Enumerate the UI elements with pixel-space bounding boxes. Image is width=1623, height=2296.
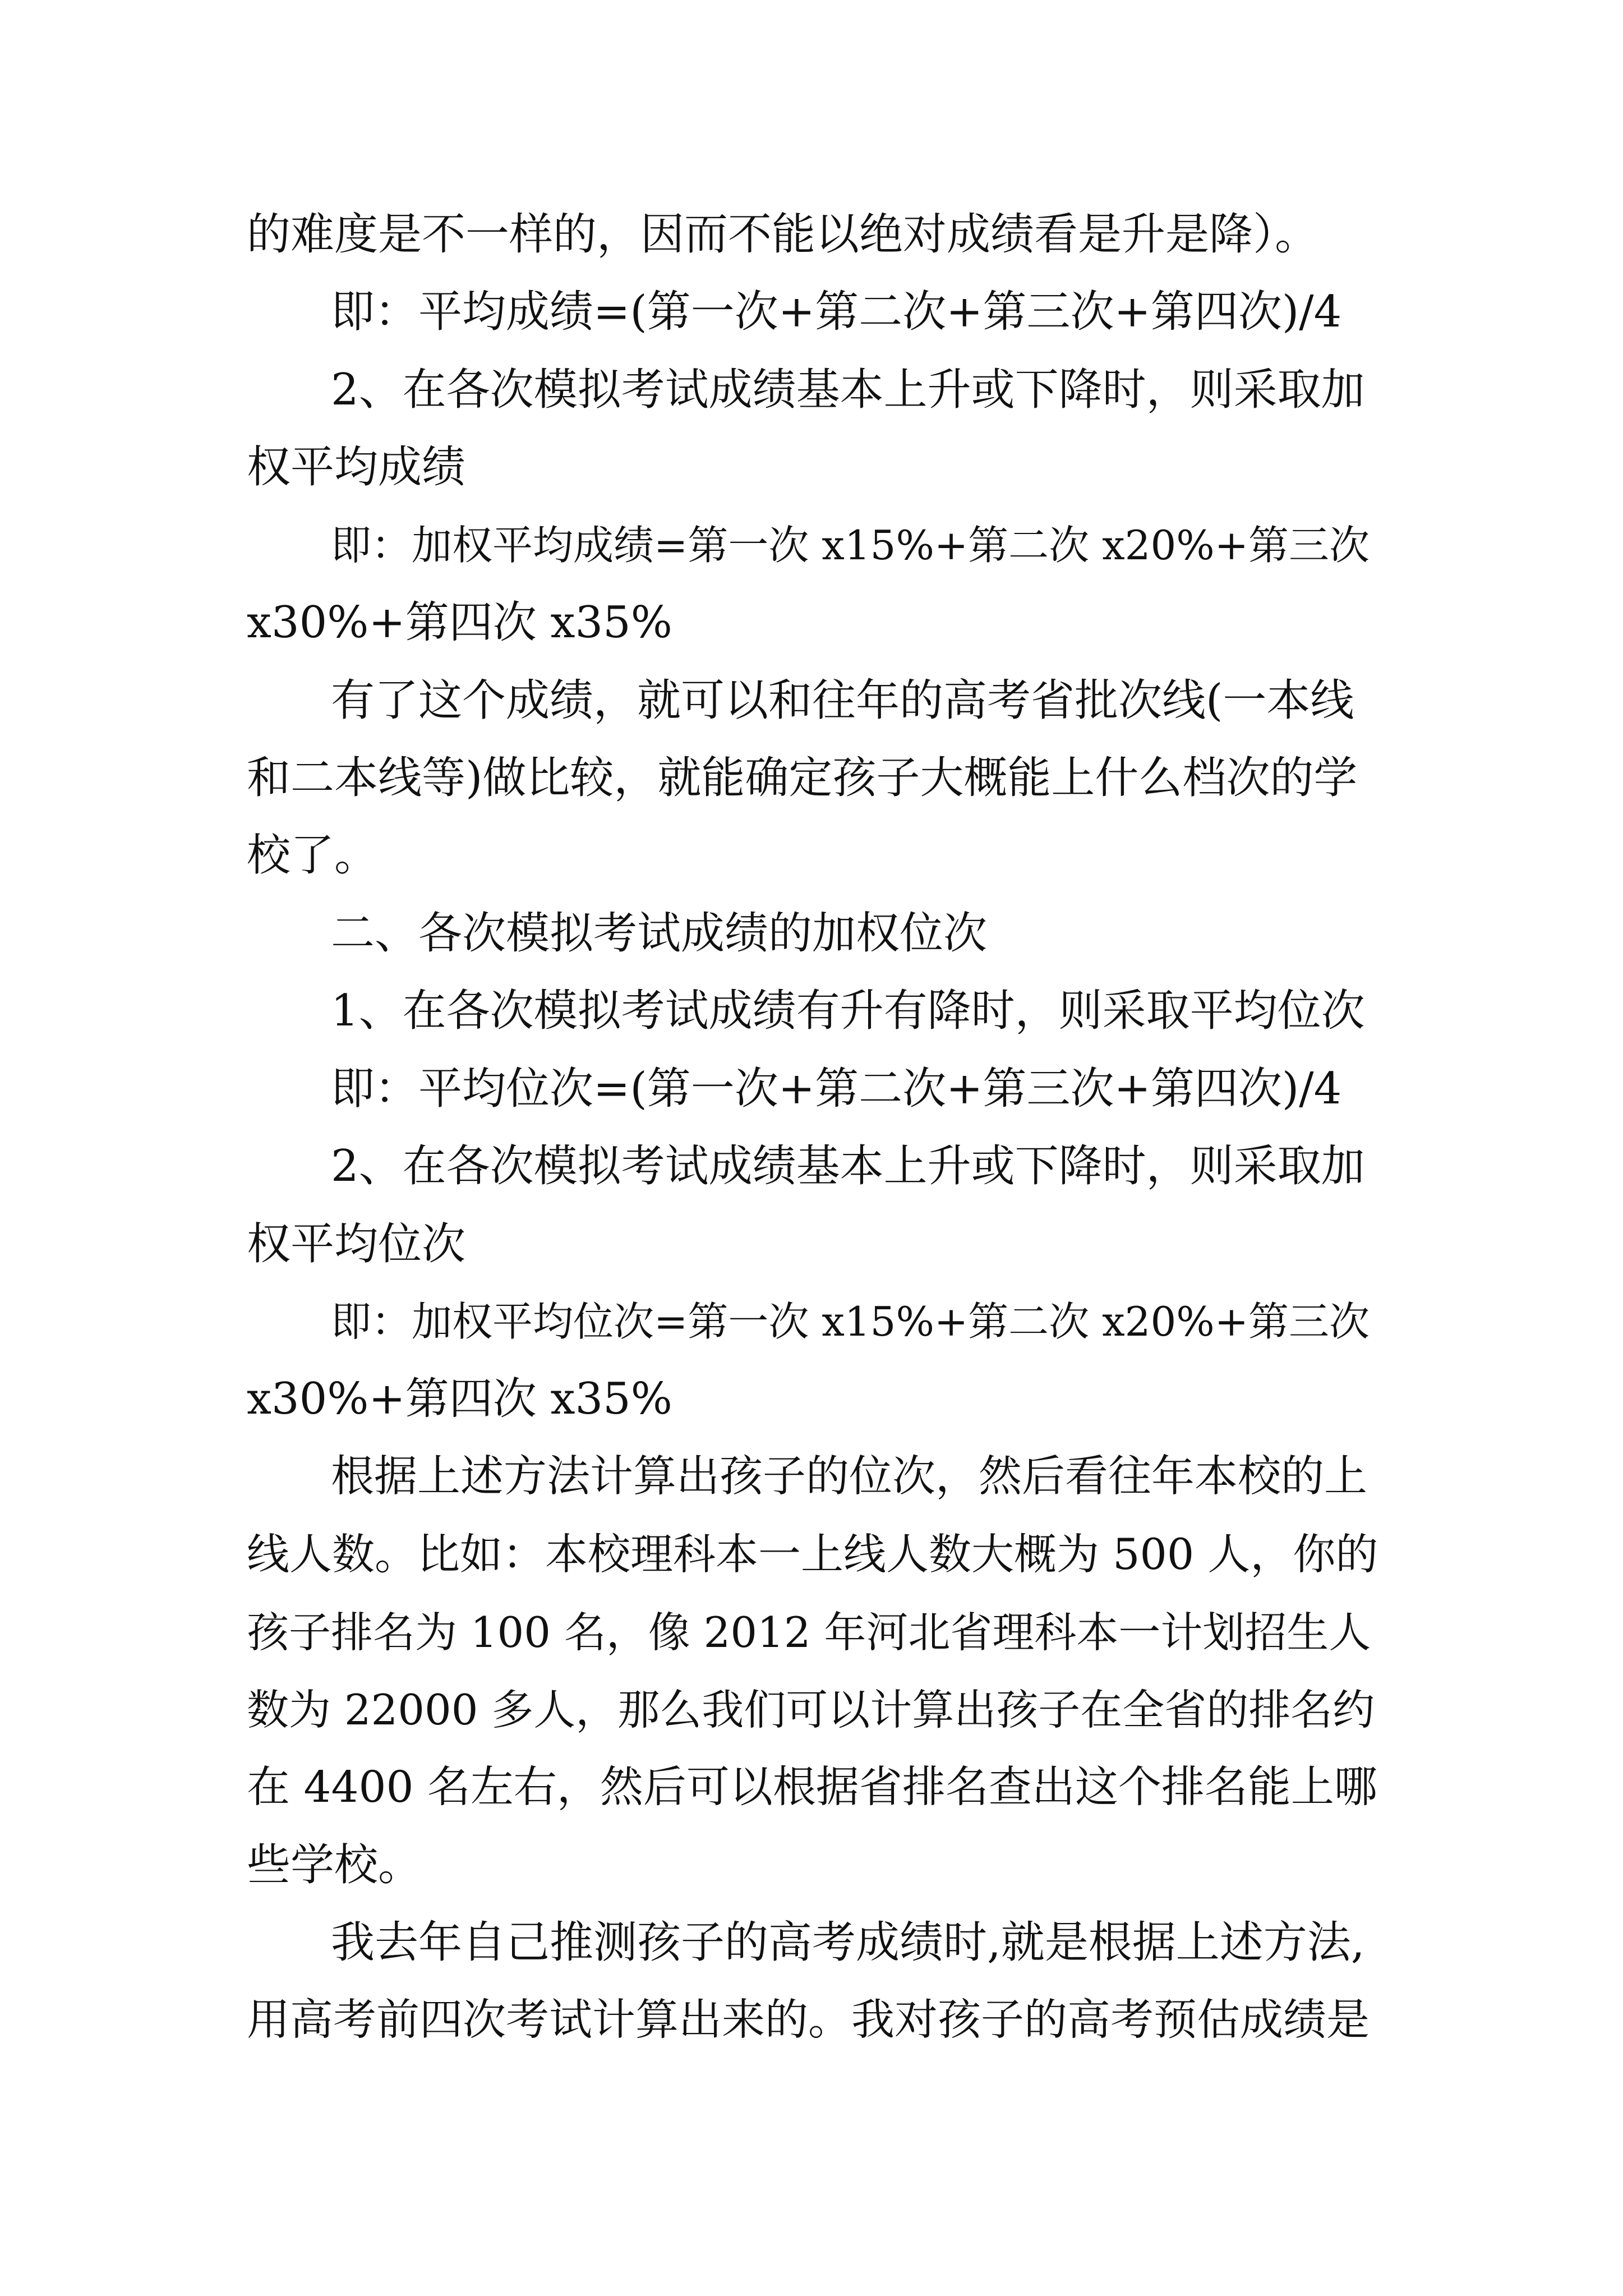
text-line-16: x30%+第四次 x35% [247,1374,672,1424]
text-line-8: 和二本线等)做比较，就能确定孩子大概能上什么档次的学 [247,753,1358,803]
text-line-18: 线人数。比如：本校理科本一上线人数大概为 500 人，你的 [247,1529,1378,1579]
text-line-6: x30%+第四次 x35% [247,597,672,648]
text-line-12: 即：平均位次=(第一次+第二次+第三次+第四次)/4 [331,1064,1342,1114]
text-line-19: 孩子排名为 100 名，像 2012 年河北省理科本一计划招生人 [247,1608,1371,1657]
text-line-17: 根据上述方法计算出孩子的位次，然后看往年本校的上 [331,1452,1367,1502]
section-heading: 二、各次模拟考试成绩的加权位次 [331,908,988,959]
text-line-2: 即：平均成绩=(第一次+第二次+第三次+第四次)/4 [331,287,1342,337]
text-line-23: 我去年自己推测孩子的高考成绩时,就是根据上述方法, [331,1917,1365,1968]
text-line-7: 有了这个成绩，就可以和往年的高考省批次线(一本线 [331,675,1354,726]
text-line-22: 些学校。 [247,1840,422,1890]
text-line-15: 即：加权平均位次=第一次 x15%+第二次 x20%+第三次 [331,1298,1370,1345]
text-line-9: 校了。 [247,830,379,881]
text-line-3: 2、在各次模拟考试成绩基本上升或下降时，则采取加 [331,365,1365,415]
text-line-1: 的难度是不一样的，因而不能以绝对成绩看是升是降）。 [247,209,1319,260]
text-line-14: 权平均位次 [247,1219,466,1269]
text-line-24: 用高考前四次考试计算出来的。我对孩子的高考预估成绩是 [247,1995,1370,2045]
text-line-5: 即：加权平均成绩=第一次 x15%+第二次 x20%+第三次 [331,522,1370,569]
text-line-11: 1、在各次模拟考试成绩有升有降时，则采取平均位次 [331,986,1365,1036]
text-line-4: 权平均成绩 [247,442,466,493]
text-line-20: 数为 22000 多人，那么我们可以计算出孩子在全省的排名约 [247,1685,1375,1734]
text-line-13: 2、在各次模拟考试成绩基本上升或下降时，则采取加 [331,1141,1365,1191]
text-line-21: 在 4400 名左右，然后可以根据省排名查出这个排名能上哪 [247,1763,1377,1812]
